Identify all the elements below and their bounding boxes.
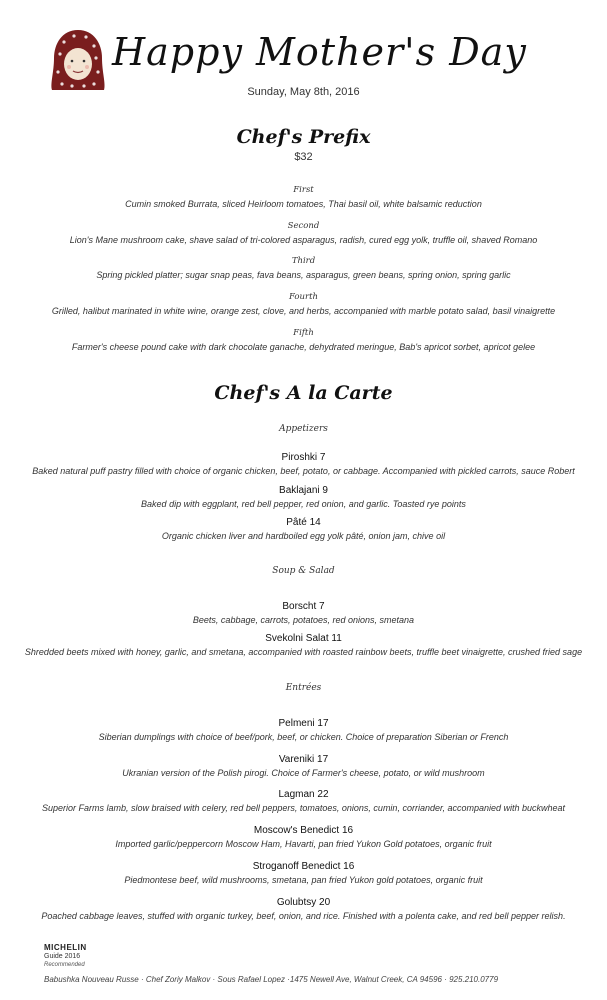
dish-description: Organic chicken liver and hardboiled egg yolk pâté, onion jam, chive oil bbox=[161, 531, 446, 541]
section-label-appetizers: Appetizers bbox=[279, 424, 328, 434]
course-label: Second bbox=[287, 221, 320, 231]
dish-description: Baked natural puff pastry filled with choice of organic chicken, beef, potato, or cabbage. Accompanied with pickled carrots, sauce Robert bbox=[32, 466, 575, 476]
michelin-status: Recommended bbox=[44, 962, 85, 968]
dish-description: Poached cabbage leaves, stuffed with organic turkey, beef, onion, and rice. Finished with a polenta cake, and red bell pepper relish. bbox=[41, 911, 566, 921]
prefix-price: $32 bbox=[294, 151, 313, 163]
alacarte-heading: Chef's A la Carte bbox=[214, 382, 393, 404]
dish-name: Borscht 7 bbox=[282, 601, 325, 612]
dish-description: Beets, cabbage, carrots, potatoes, red onions, smetana bbox=[192, 615, 415, 625]
dish-description: Baked dip with eggplant, red bell pepper, red onion, and garlic. Toasted rye points bbox=[141, 499, 466, 509]
course-label: Fifth bbox=[293, 328, 314, 338]
dish-name: Stroganoff Benedict 16 bbox=[252, 861, 355, 872]
restaurant-footer: Babushka Nouveau Russe · Chef Zoriy Malkov · Sous Rafael Lopez ·1475 Newell Ave, Walnut Creek, CA 94596 · 925.210.0779 bbox=[44, 975, 499, 984]
dish-description: Ukranian version of the Polish pirogi. Choice of Farmer's cheese, potato, or wild mushroom bbox=[122, 768, 485, 778]
course-description: Farmer's cheese pound cake with dark chocolate ganache, dehydrated meringue, Bab's apricot sorbet, apricot gelee bbox=[71, 342, 536, 352]
babushka-logo bbox=[48, 28, 108, 92]
menu-title: Happy Mother's Day bbox=[112, 30, 527, 74]
course-label: Third bbox=[291, 256, 316, 266]
section-label-entrees: Entrées bbox=[285, 683, 322, 693]
dish-name: Svekolni Salat 11 bbox=[265, 633, 342, 644]
dish-description: Piedmontese beef, wild mushrooms, smetana, pan fried Yukon gold potatoes, organic fruit bbox=[124, 875, 483, 885]
course-description: Cumin smoked Burrata, sliced Heirloom tomatoes, Thai basil oil, white balsamic reduction bbox=[125, 199, 482, 209]
course-label: Fourth bbox=[289, 292, 318, 302]
dish-name: Pelmeni 17 bbox=[278, 718, 329, 729]
dish-description: Imported garlic/peppercorn Moscow Ham, Havarti, pan fried Yukon Gold potatoes, organic fruit bbox=[115, 839, 492, 849]
dish-name: Piroshki 7 bbox=[281, 452, 326, 463]
dish-name: Pâté 14 bbox=[286, 517, 321, 528]
michelin-guide: Guide 2016 bbox=[44, 953, 81, 960]
dish-name: Vareniki 17 bbox=[278, 754, 329, 765]
course-description: Lion's Mane mushroom cake, shave salad of tri-colored asparagus, radish, cured egg yolk, truffle oil, shaved Romano bbox=[69, 235, 538, 245]
dish-name: Lagman 22 bbox=[278, 789, 329, 800]
menu-date: Sunday, May 8th, 2016 bbox=[247, 86, 360, 98]
dish-name: Baklajani 9 bbox=[279, 485, 328, 496]
section-label-soup-salad: Soup & Salad bbox=[272, 566, 335, 576]
dish-name: Golubtsy 20 bbox=[276, 897, 331, 908]
course-description: Spring pickled platter; sugar snap peas, fava beans, asparagus, green beans, spring onion, spring garlic bbox=[96, 270, 511, 280]
dish-description: Siberian dumplings with choice of beef/pork, beef, or chicken. Choice of preparation Siberian or French bbox=[98, 732, 509, 742]
dish-name: Moscow's Benedict 16 bbox=[253, 825, 354, 836]
michelin-badge bbox=[44, 943, 87, 970]
michelin-brand: MICHELIN bbox=[44, 943, 87, 952]
prefix-heading: Chef's Prefix bbox=[236, 126, 371, 148]
dish-description: Shredded beets mixed with honey, garlic, and smetana, accompanied with roasted rainbow beets, truffle beet vinaigrette, crushed fried sage bbox=[24, 647, 583, 657]
dish-description: Superior Farms lamb, slow braised with celery, red bell peppers, tomatoes, onions, cumin, corriander, accompanied with buckwheat bbox=[41, 803, 566, 813]
course-label: First bbox=[293, 185, 314, 195]
course-description: Grilled, halibut marinated in white wine, orange zest, clove, and herbs, accompanied with marble potato salad, basil vinaigrette bbox=[51, 306, 556, 316]
